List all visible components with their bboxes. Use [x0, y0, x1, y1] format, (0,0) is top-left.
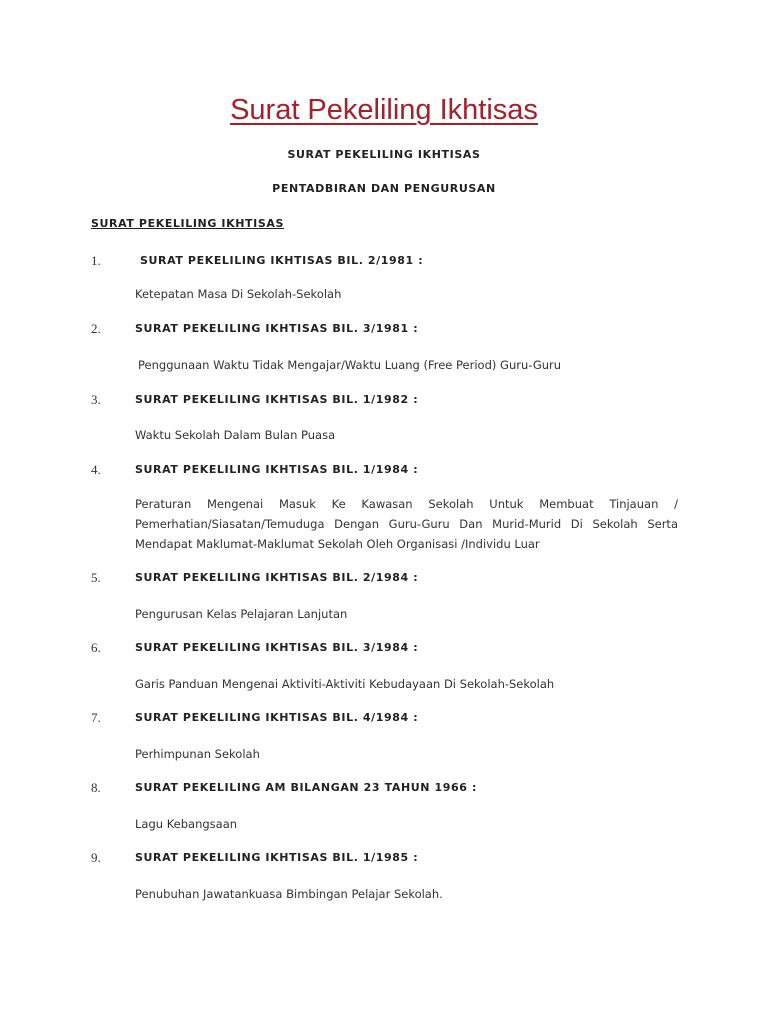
item-description: Ketepatan Masa Di Sekolah-Sekolah: [135, 287, 342, 301]
subheading-circular: SURAT PEKELILING IKHTISAS: [287, 148, 481, 161]
item-description: Perhimpunan Sekolah: [135, 747, 260, 761]
item-number: 1.: [91, 253, 101, 268]
item-number: 8.: [91, 780, 101, 795]
document-title: Surat Pekeliling Ikhtisas: [230, 94, 538, 126]
item-title: SURAT PEKELILING IKHTISAS BIL. 1/1984 :: [135, 463, 419, 476]
item-description: Penggunaan Waktu Tidak Mengajar/Waktu Luang (Free Period) Guru-Guru: [138, 358, 562, 372]
item-number: 7.: [91, 710, 101, 725]
item-description: Lagu Kebangsaan: [135, 817, 238, 831]
item-description: Waktu Sekolah Dalam Bulan Puasa: [135, 428, 336, 442]
item-description: Penubuhan Jawatankuasa Bimbingan Pelajar Sekolah.: [135, 887, 443, 901]
item-title: SURAT PEKELILING AM BILANGAN 23 TAHUN 1966 :: [135, 781, 477, 794]
item-title: SURAT PEKELILING IKHTISAS BIL. 3/1984 :: [135, 641, 419, 654]
item-description: Garis Panduan Mengenai Aktiviti-Aktiviti Kebudayaan Di Sekolah-Sekolah: [135, 677, 555, 691]
item-number: 4.: [91, 462, 101, 477]
item-title: SURAT PEKELILING IKHTISAS BIL. 4/1984 :: [135, 711, 419, 724]
item-title: SURAT PEKELILING IKHTISAS BIL. 1/1985 :: [135, 851, 419, 864]
section-heading: SURAT PEKELILING IKHTISAS: [91, 217, 284, 230]
item-number: 3.: [91, 392, 101, 407]
item-number: 6.: [91, 640, 101, 655]
item-title: SURAT PEKELILING IKHTISAS BIL. 2/1981 :: [140, 254, 424, 267]
item-number: 9.: [91, 850, 101, 865]
item-description: Peraturan Mengenai Masuk Ke Kawasan Sekolah Untuk Membuat Tinjauan / Pemerhatian/Siasatan/Temuduga Dengan Guru-Guru Dan Murid-Murid Di Sekolah Serta Mendapat Maklumat-Maklumat Sekolah Oleh Organisasi /Individu Luar: [135, 497, 678, 551]
item-title: SURAT PEKELILING IKHTISAS BIL. 3/1981 :: [135, 322, 419, 335]
item-number: 2.: [91, 321, 101, 336]
subheading-administration: PENTADBIRAN DAN PENGURUSAN: [272, 182, 496, 195]
item-title: SURAT PEKELILING IKHTISAS BIL. 1/1982 :: [135, 393, 419, 406]
item-title: SURAT PEKELILING IKHTISAS BIL. 2/1984 :: [135, 571, 419, 584]
item-description: Pengurusan Kelas Pelajaran Lanjutan: [135, 607, 348, 621]
item-number: 5.: [91, 570, 101, 585]
